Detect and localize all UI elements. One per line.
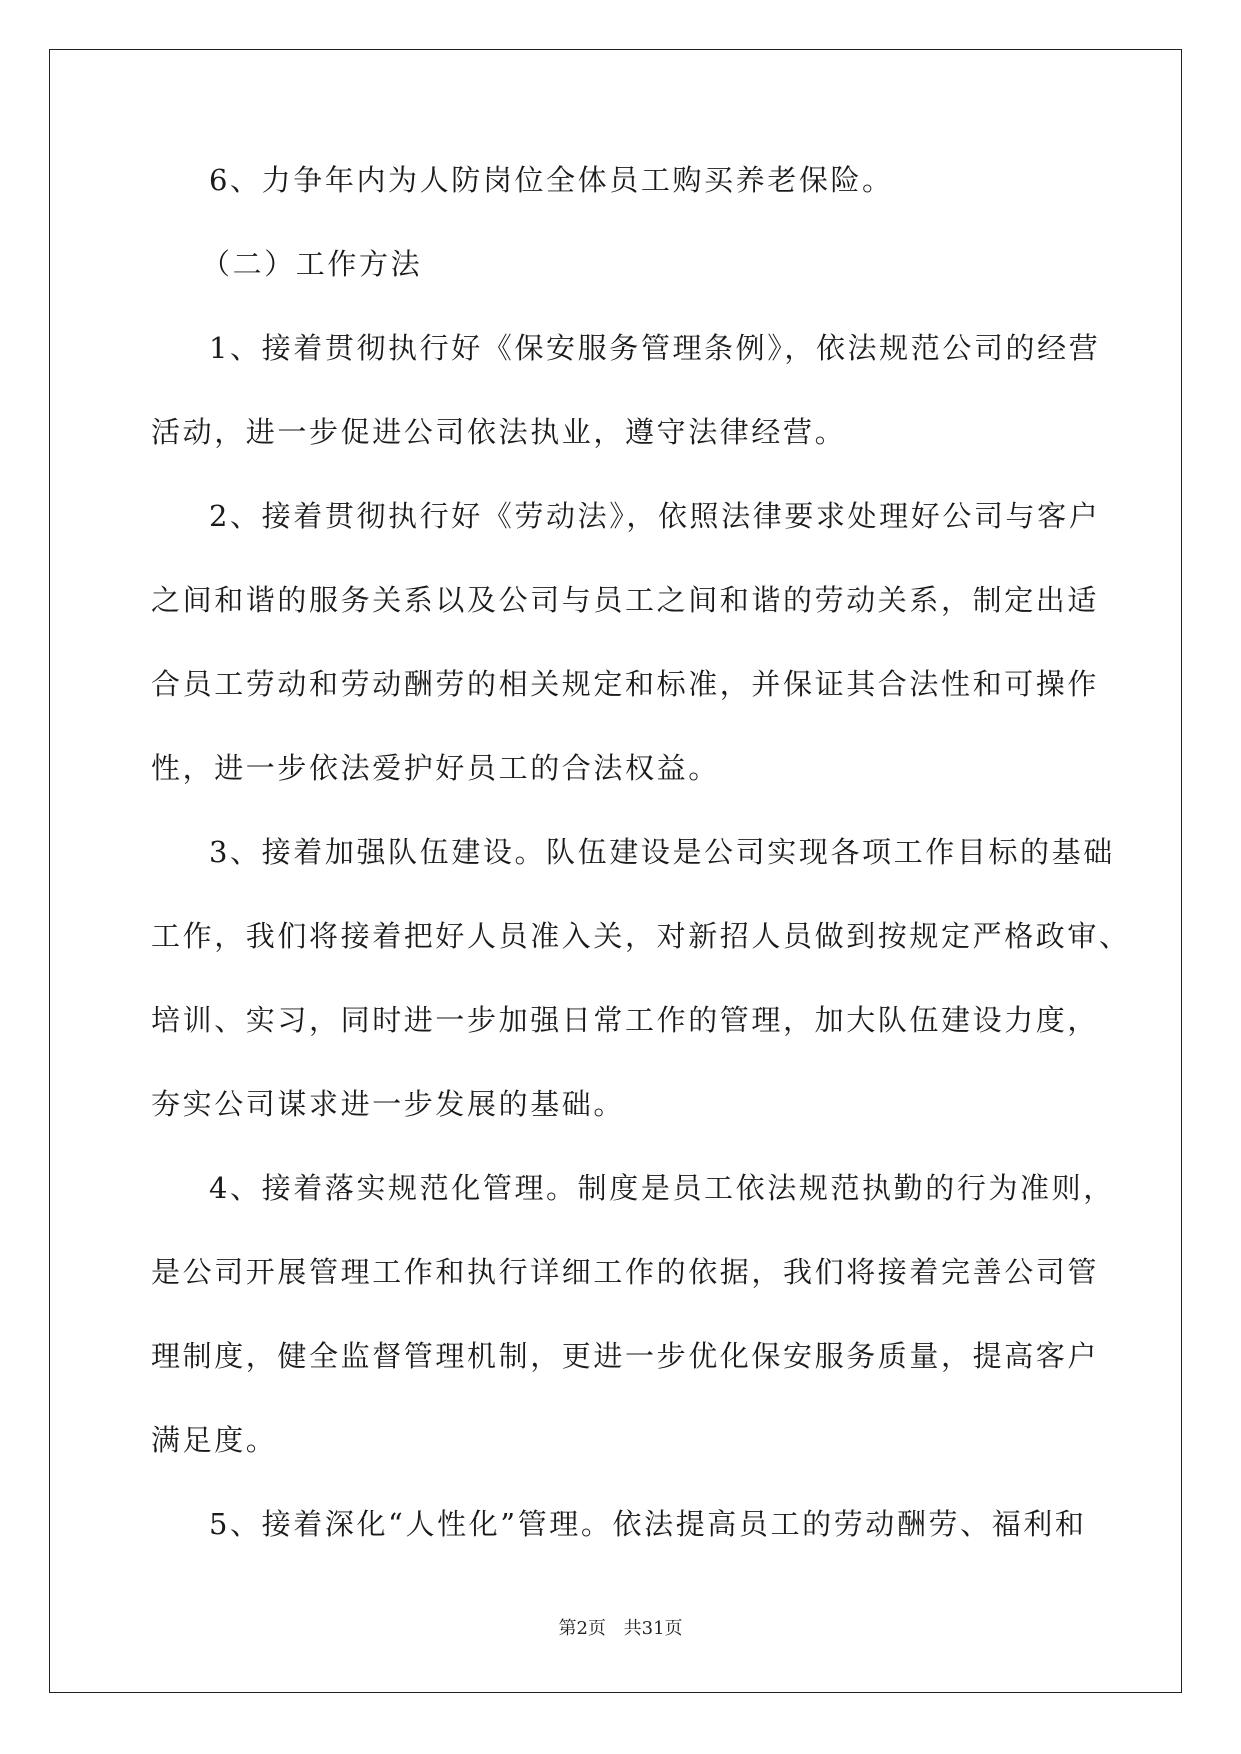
page-footer [0, 1614, 1241, 1640]
paragraph-line: 5、接着深化“人性化”管理。依法提高员工的劳动酬劳、福利和 [209, 1507, 1087, 1541]
paragraph-line: 理制度，健全监督管理机制，更进一步优化保安服务质量，提高客户 [151, 1339, 1100, 1373]
paragraph-line: 3、接着加强队伍建设。队伍建设是公司实现各项工作目标的基础 [209, 835, 1115, 869]
paragraph-line: 2、接着贯彻执行好《劳动法》，依照法律要求处理好公司与客户 [209, 499, 1101, 533]
paragraph-line: 是公司开展管理工作和执行详细工作的依据，我们将接着完善公司管 [151, 1255, 1100, 1289]
paragraph-line: 夯实公司谋求进一步发展的基础。 [151, 1087, 626, 1121]
paragraph-line: 1、接着贯彻执行好《保安服务管理条例》，依法规范公司的经营 [209, 331, 1101, 365]
page-total: 共31页 [623, 1618, 683, 1639]
section-heading: （二）工作方法 [201, 247, 423, 281]
paragraph-line: 活动，进一步促进公司依法执业，遵守法律经营。 [151, 415, 847, 449]
paragraph-line: 工作，我们将接着把好人员准入关，对新招人员做到按规定严格政审、 [151, 919, 1131, 953]
paragraph-line: 性，进一步依法爱护好员工的合法权益。 [151, 751, 720, 785]
paragraph-line: 培训、实习，同时进一步加强日常工作的管理，加大队伍建设力度， [151, 1003, 1100, 1037]
paragraph-line: 6、力争年内为人防岗位全体员工购买养老保险。 [209, 163, 894, 197]
paragraph-line: 之间和谐的服务关系以及公司与员工之间和谐的劳动关系，制定出适 [151, 583, 1100, 617]
paragraph-line: 4、接着落实规范化管理。制度是员工依法规范执勤的行为准则， [209, 1171, 1115, 1205]
paragraph-line: 合员工劳动和劳动酬劳的相关规定和标准，并保证其合法性和可操作 [151, 667, 1100, 701]
page-number: 第2页 [558, 1618, 606, 1639]
paragraph-line: 满足度。 [151, 1423, 278, 1457]
